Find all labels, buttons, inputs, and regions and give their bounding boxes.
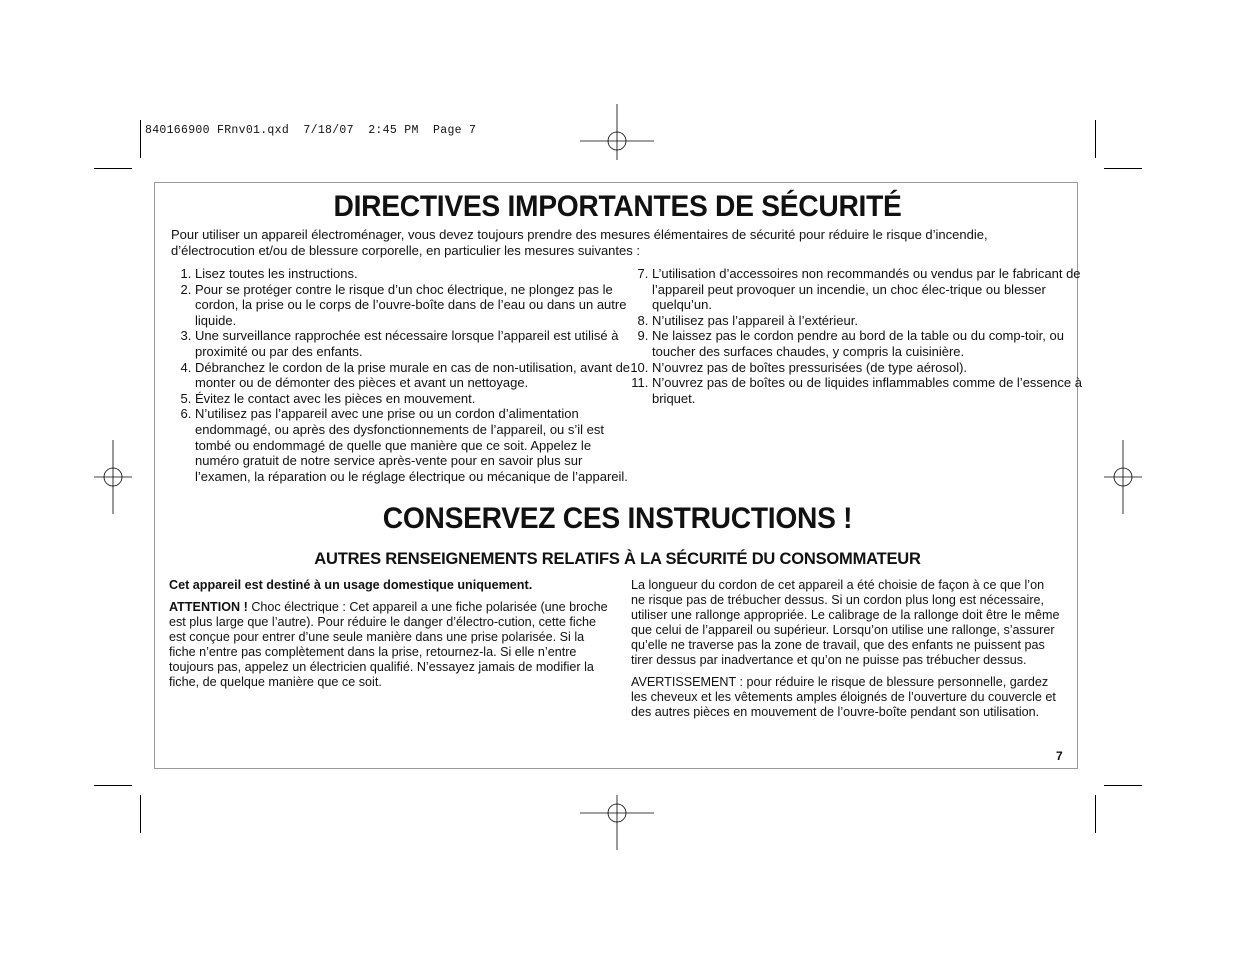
list-item: 5. Évitez le contact avec les pièces en mouvement. <box>195 391 635 407</box>
cord-paragraph: La longueur du cordon de cet appareil a été choisie de façon à ce que l’on ne risque pas de trébucher dessus. Si un cordon plus long est nécessaire, utiliser une rallonge appropriée. Le calibrage de la rallonge doit être le même que celui de l’appareil ou supérieur. Lorsqu’on utilise une rallonge, s’assurer qu’elle ne traverse pas la zone de travail, que des enfants ne puissent pas tirer dessus par inadvertance et qu’on ne puisse pas trébucher dessus. <box>631 578 1060 667</box>
page-title: DIRECTIVES IMPORTANTES DE SÉCURITÉ <box>333 190 902 223</box>
page-number: 7 <box>1056 749 1063 763</box>
attention-label: ATTENTION ! <box>169 600 248 614</box>
list-item: 1. Lisez toutes les instructions. <box>195 266 635 282</box>
section-subtitle: AUTRES RENSEIGNEMENTS RELATIFS À LA SÉCURITÉ DU CONSOMMATEUR <box>314 550 921 568</box>
list-item: 2. Pour se protéger contre le risque d’un choc électrique, ne plongez pas le cordon, la prise ou le corps de l’ouvre-boîte dans de l’eau ou dans un autre liquide. <box>195 282 635 329</box>
right-info-column <box>631 578 1061 727</box>
list-item: 8. N’utilisez pas l’appareil à l’extérieur. <box>652 313 1089 329</box>
intro-paragraph: Pour utiliser un appareil électroménager, vous devez toujours prendre des mesures élémentaires de sécurité pour réduire le risque d’incendie, d’électrocution et/ou de blessure corporelle, en particulier les mesures suivantes : <box>171 227 988 258</box>
household-notice: Cet appareil est destiné à un usage domestique uniquement. <box>169 578 533 592</box>
left-info-column <box>169 578 609 697</box>
list-item: 6. N’utilisez pas l’appareil avec une prise ou un cordon d’alimentation endommagé, ou après des dysfonctionnements de l’appareil, ou s’il est tombé ou endommagé de quelle que manière que ce soit. Appelez le numéro gratuit de notre service après-vente pour en savoir plus sur l’examen, la réparation ou le réglage électrique ou mécanique de l’appareil. <box>195 406 635 484</box>
safety-list-right <box>627 266 1089 406</box>
list-item: 7. L’utilisation d’accessoires non recommandés ou vendus par le fabricant de l’appareil peut provoquer un incendie, un choc élec-trique ou blesser quelqu’un. <box>652 266 1089 313</box>
print-slug: 840166900 FRnv01.qxd 7/18/07 2:45 PM Page 7 <box>145 124 477 137</box>
attention-text: Choc électrique : Cet appareil a une fiche polarisée (une broche est plus large que l’autre). Pour réduire le danger d’électro-cution, cette fiche est conçue pour entrer d’une seule manière dans une prise polarisée. Si la fiche n’entre pas complètement dans la prise, retournez-la. Si elle n’entre toujours pas, appelez un électricien qualifié. N’essayez jamais de modifier la fiche, de quelque manière que ce soit. <box>169 600 608 689</box>
list-item: 10. N’ouvrez pas de boîtes pressurisées (de type aérosol). <box>652 360 1089 376</box>
list-item: 9. Ne laissez pas le cordon pendre au bord de la table ou du comp-toir, ou toucher des surfaces chaudes, y compris la cuisinière. <box>652 328 1089 359</box>
warning-paragraph: AVERTISSEMENT : pour réduire le risque de blessure personnelle, gardez les cheveux et les vêtements amples éloignés de l’ouverture du couvercle et des autres pièces en mouvement de l’ouvre-boîte pendant son utilisation. <box>631 675 1056 719</box>
safety-list-left <box>170 266 635 484</box>
registration-mark-top <box>580 104 654 160</box>
list-item: 11. N’ouvrez pas de boîtes ou de liquides inflammables comme de l’essence à briquet. <box>652 375 1089 406</box>
attention-paragraph <box>169 600 609 690</box>
list-item: 4. Débranchez le cordon de la prise murale en cas de non-utilisation, avant de monter ou de démonter des pièces et avant un nettoyage. <box>195 360 635 391</box>
registration-mark-bottom <box>580 795 654 850</box>
keep-instructions-title: CONSERVEZ CES INSTRUCTIONS ! <box>382 502 853 535</box>
list-item: 3. Une surveillance rapprochée est nécessaire lorsque l’appareil est utilisé à proximité ou par des enfants. <box>195 328 635 359</box>
